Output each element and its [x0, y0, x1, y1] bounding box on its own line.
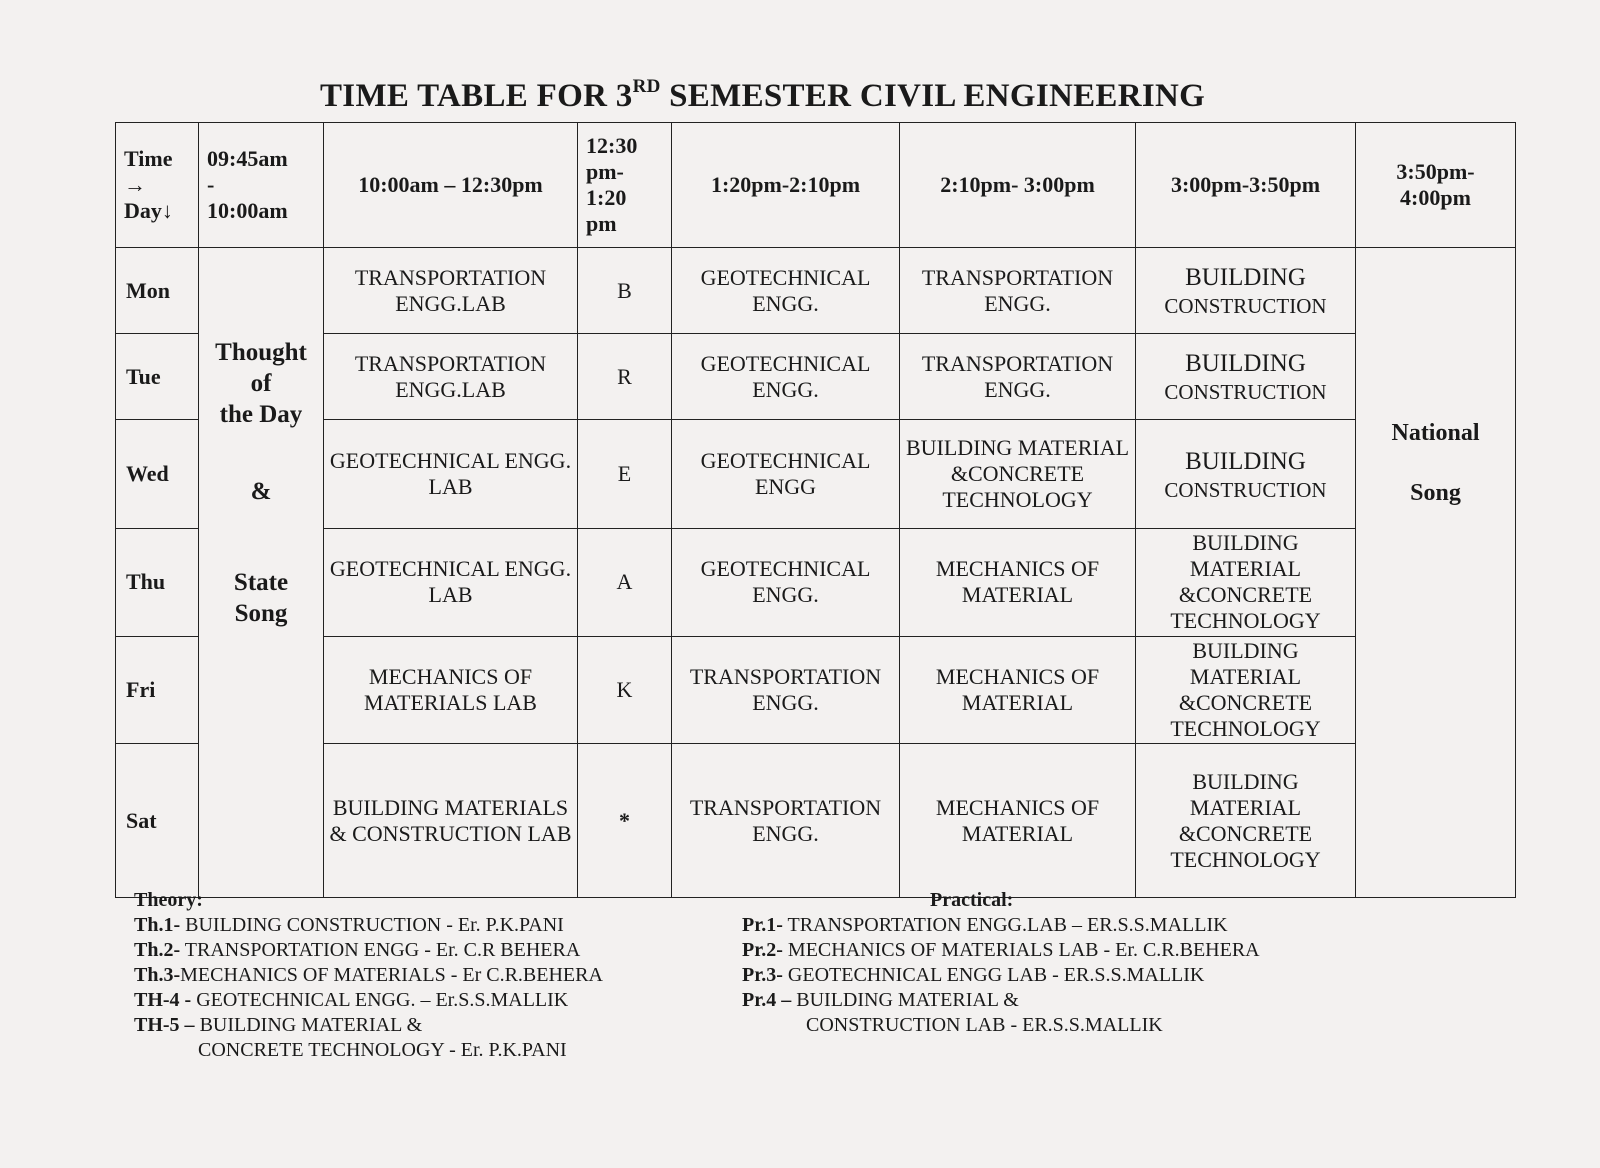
period-cell: BUILDING MATERIAL &CONCRETE TECHNOLOGY: [900, 420, 1136, 529]
theory-item: TH-5 – BUILDING MATERIAL &: [134, 1014, 423, 1036]
period-cell: BUILDING CONSTRUCTION: [1136, 248, 1356, 334]
period-cell: BUILDING MATERIAL &CONCRETE TECHNOLOGY: [1136, 744, 1356, 898]
practical-legend: [742, 888, 1260, 1038]
period-cell: TRANSPORTATION ENGG.: [900, 334, 1136, 420]
header-row: [116, 123, 1516, 248]
day-tue: Tue: [116, 334, 199, 420]
thought-of-the-day-cell: Thought of the Day & State Song: [199, 248, 324, 898]
break-letter: B: [578, 248, 672, 334]
header-1410: 2:10pm- 3:00pm: [900, 123, 1136, 248]
lab-cell: MECHANICS OF MATERIALS LAB: [324, 636, 578, 744]
header-1550: 3:50pm- 4:00pm: [1356, 123, 1516, 248]
break-letter: K: [578, 636, 672, 744]
lab-cell: TRANSPORTATION ENGG.LAB: [324, 334, 578, 420]
theory-item: Th.2- TRANSPORTATION ENGG - Er. C.R BEHERA: [134, 939, 581, 961]
lab-cell: BUILDING MATERIALS & CONSTRUCTION LAB: [324, 744, 578, 898]
period-cell: BUILDING CONSTRUCTION: [1136, 334, 1356, 420]
practical-item: Pr.4 – BUILDING MATERIAL &: [742, 989, 1019, 1011]
lab-cell: GEOTECHNICAL ENGG. LAB: [324, 420, 578, 529]
table-row: [116, 528, 1516, 636]
header-time-day: Time → Day↓: [116, 123, 199, 248]
period-cell: MECHANICS OF MATERIAL: [900, 636, 1136, 744]
period-cell: GEOTECHNICAL ENGG.: [672, 248, 900, 334]
day-fri: Fri: [116, 636, 199, 744]
practical-item: CONSTRUCTION LAB - ER.S.S.MALLIK: [806, 1014, 1163, 1036]
practical-item: Pr.1- TRANSPORTATION ENGG.LAB – ER.S.S.MALLIK: [742, 914, 1228, 936]
period-cell: TRANSPORTATION ENGG.: [672, 744, 900, 898]
theory-item: Th.3-MECHANICS OF MATERIALS - Er C.R.BEHERA: [134, 964, 603, 986]
period-cell: TRANSPORTATION ENGG.: [672, 636, 900, 744]
period-cell: GEOTECHNICAL ENGG.: [672, 528, 900, 636]
practical-item: Pr.3- GEOTECHNICAL ENGG LAB - ER.S.S.MALLIK: [742, 964, 1205, 986]
practical-item: Pr.2- MECHANICS OF MATERIALS LAB - Er. C.R.BEHERA: [742, 939, 1260, 961]
period-cell: MECHANICS OF MATERIAL: [900, 528, 1136, 636]
period-cell: MECHANICS OF MATERIAL: [900, 744, 1136, 898]
theory-item: Th.1- BUILDING CONSTRUCTION - Er. P.K.PANI: [134, 914, 564, 936]
theory-item: CONCRETE TECHNOLOGY - Er. P.K.PANI: [198, 1039, 567, 1061]
header-1230: 12:30 pm- 1:20 pm: [578, 123, 672, 248]
header-1320: 1:20pm-2:10pm: [672, 123, 900, 248]
table-row: [116, 334, 1516, 420]
practical-label: Practical:: [930, 889, 1014, 911]
break-letter: E: [578, 420, 672, 529]
table-row: [116, 744, 1516, 898]
day-sat: Sat: [116, 744, 199, 898]
break-letter: R: [578, 334, 672, 420]
table-row: [116, 636, 1516, 744]
lab-cell: TRANSPORTATION ENGG.LAB: [324, 248, 578, 334]
theory-item: TH-4 - GEOTECHNICAL ENGG. – Er.S.S.MALLIK: [134, 989, 569, 1011]
day-wed: Wed: [116, 420, 199, 529]
day-mon: Mon: [116, 248, 199, 334]
theory-label: Theory:: [134, 889, 203, 911]
period-cell: GEOTECHNICAL ENGG.: [672, 334, 900, 420]
header-0945: 09:45am - 10:00am: [199, 123, 324, 248]
page-title: TIME TABLE FOR 3RD SEMESTER CIVIL ENGINEERING: [320, 76, 1206, 114]
period-cell: TRANSPORTATION ENGG.: [900, 248, 1136, 334]
period-cell: BUILDING MATERIAL &CONCRETE TECHNOLOGY: [1136, 528, 1356, 636]
period-cell: GEOTECHNICAL ENGG: [672, 420, 900, 529]
day-thu: Thu: [116, 528, 199, 636]
theory-legend: [134, 888, 603, 1063]
table-row: [116, 420, 1516, 529]
header-1000: 10:00am – 12:30pm: [324, 123, 578, 248]
timetable: [115, 122, 1516, 898]
national-song-cell: National Song: [1356, 248, 1516, 898]
asterisk-icon: *: [578, 744, 672, 898]
break-letter: A: [578, 528, 672, 636]
table-row: [116, 248, 1516, 334]
period-cell: BUILDING CONSTRUCTION: [1136, 420, 1356, 529]
lab-cell: GEOTECHNICAL ENGG. LAB: [324, 528, 578, 636]
header-1500: 3:00pm-3:50pm: [1136, 123, 1356, 248]
period-cell: BUILDING MATERIAL &CONCRETE TECHNOLOGY: [1136, 636, 1356, 744]
